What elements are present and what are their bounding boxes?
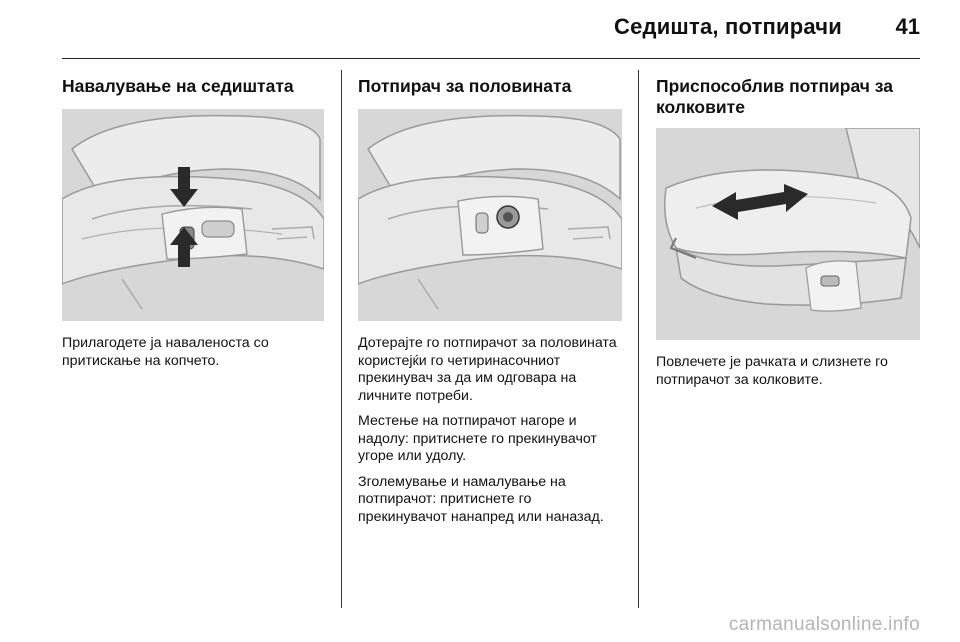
column-divider — [341, 70, 342, 608]
section-thigh-support — [656, 76, 922, 397]
thigh-support-illustration — [656, 128, 920, 340]
section-paragraph: Дотерајте го потпирачот за половината користејќи го четиринасочниот прекинувач за да им одговара на личните потреби. — [358, 335, 617, 404]
watermark: carmanualsonline.info — [728, 614, 920, 635]
page-header-title: Седишта, потпирачи — [614, 14, 842, 39]
section-paragraph: Прилагодете ја наваленоста со притискање на копчето. — [62, 335, 269, 369]
section-paragraph: Местење на потпирачот нагоре и надолу: притиснете го прекинувачот угоре или удолу. — [358, 413, 597, 464]
seat-recline-illustration — [62, 109, 324, 321]
page-number: 41 — [895, 14, 920, 39]
header-rule — [62, 58, 920, 59]
section-paragraph: Повлечете је рачката и слизнете го потпирачот за колковите. — [656, 354, 888, 388]
column-divider — [638, 70, 639, 608]
lumbar-support-illustration — [358, 109, 622, 321]
section-lumbar-support — [358, 76, 624, 534]
section-seat-recline — [62, 76, 324, 378]
section-paragraph: Зголемување и намалување на потпирачот: притиснете го прекинувачот нанапред или наназад. — [358, 473, 604, 525]
section-heading: Потпирач за половината — [358, 76, 572, 96]
section-heading: Приспособлив потпирач за колковите — [656, 76, 894, 117]
section-heading: Навалување на седиштата — [62, 76, 294, 96]
